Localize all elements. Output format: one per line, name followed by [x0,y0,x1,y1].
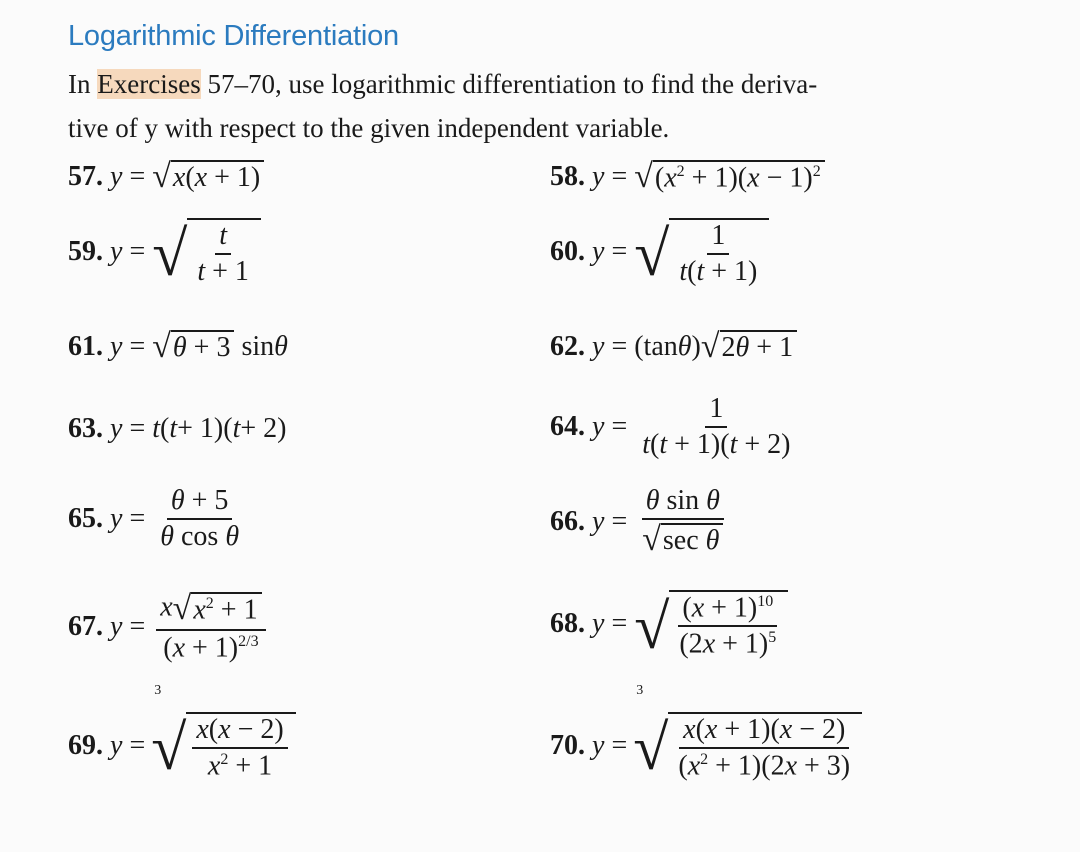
exercise-number: 68. [550,608,585,640]
exercise-number: 62. [550,331,585,362]
exercise-number: 58. [550,161,585,192]
exercise-63: 63. y = t ( t + 1)( t + 2) [68,413,287,444]
exercise-number: 57. [68,161,103,192]
exercise-68: 68. y = √ $\frac{(x + 1)^{10}}{(2x + 1)^5}$ [550,590,788,659]
exercise-number: 59. [68,236,103,267]
exercise-70: 70. y = 3 √ $\frac{x(x + 1)(x - 2)}{(x^2 + 1)(2x + 3)}$ [550,712,862,780]
exercise-number: 65. [68,503,103,534]
exercise-59: 59. y = √ $\frac{t}{t + 1}$ [68,218,261,286]
intro-paragraph [68,62,1058,150]
exercise-69: 69. y = 3 √ $\frac{x(x - 2)}{x^2 + 1}$ [68,712,296,780]
section-heading: Logarithmic Differentiation [68,20,399,52]
exercise-number: 60. [550,236,585,267]
exercise-number: 61. [68,331,103,362]
exercise-61: 61. y = √ θ + 3 sin θ [68,328,288,365]
exercise-number: 69. [68,730,103,762]
intro-post: 57–70, use logarithmic differentiation to find the deriva- [200,69,818,99]
exercise-58: 58. y = √ $(x^2 + 1)(x - 1)^2$ [550,160,825,194]
exercise-65: 65. y = $\frac{\theta + 5}{\text{θ cos θ}}$ [68,485,240,552]
intro-line2: tive of y with respect to the given independent variable. [68,113,670,143]
exercise-number: 70. [550,730,585,762]
exercise-60: 60. y = √ $\frac{1}{t(t + 1)}$ [550,218,769,286]
exercise-number: 64. [550,411,585,442]
exercise-number: 66. [550,506,585,537]
exercise-57: 57. y = √ x(x + 1) [68,160,264,194]
exercise-number: 67. [68,611,103,643]
exercise-66: 66. y = θ sin θ √ sec θ [550,487,731,557]
intro-pre: In [68,69,98,99]
highlighted-word: Exercises [97,69,201,99]
exercise-number: 63. [68,413,103,444]
exercise-64: 64. y = $\frac{1}{t(t + 1)(t + 2)}$ [550,393,791,460]
exercise-67: 67. y = x √ $x^2 + 1$ $(x + 1)^{2/3}$ [68,592,270,662]
exercise-62: 62. y = (tan θ ) √ 2θ + 1 [550,330,797,364]
